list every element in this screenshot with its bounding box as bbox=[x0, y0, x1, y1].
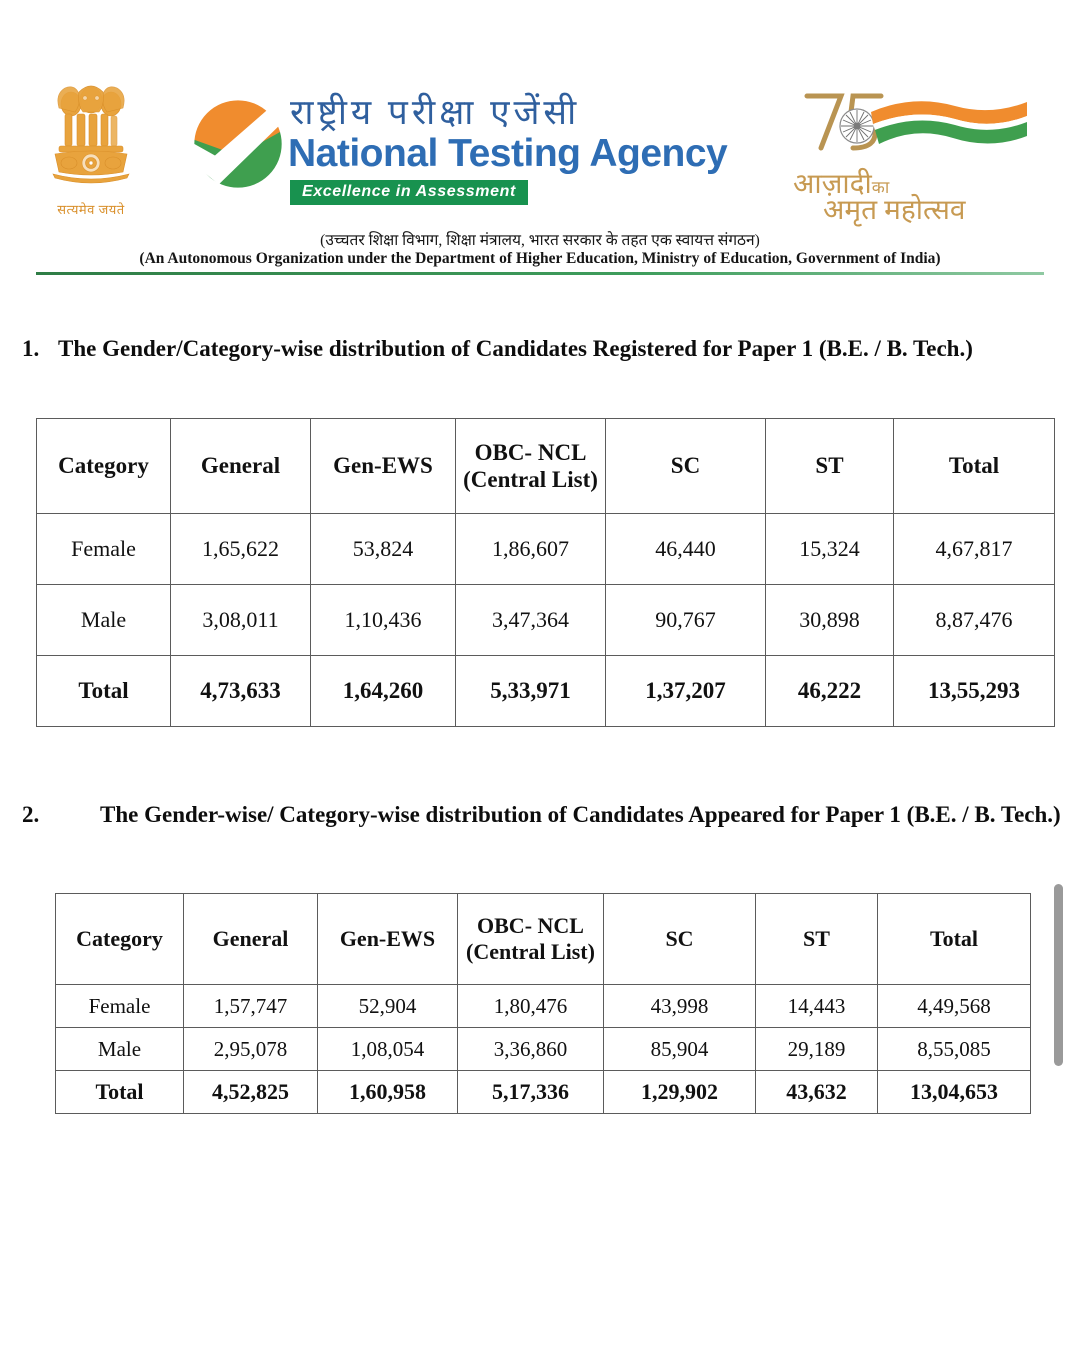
section-2-title: The Gender-wise/ Category-wise distribution of Candidates Appeared for Paper 1 (B.E. / B. Tech.) bbox=[100, 802, 1061, 827]
emblem-motto: सत्यमेव जयते bbox=[57, 202, 125, 217]
table-row bbox=[56, 1028, 1031, 1071]
azadi-75-flag-icon bbox=[795, 86, 1035, 166]
row-label: Male bbox=[37, 585, 171, 656]
cell-sc: 90,767 bbox=[606, 585, 766, 656]
azadi-word-ka: का bbox=[871, 178, 890, 197]
table-header-row bbox=[37, 419, 1055, 514]
column-header-category: Category bbox=[56, 894, 184, 985]
column-header-st: ST bbox=[756, 894, 878, 985]
cell-general: 1,65,622 bbox=[171, 514, 311, 585]
table-row bbox=[37, 585, 1055, 656]
row-label: Total bbox=[56, 1071, 184, 1114]
cell-gen-ews: 1,08,054 bbox=[318, 1028, 458, 1071]
nta-tagline-badge: Excellence in Assessment bbox=[290, 180, 528, 205]
column-header-total: Total bbox=[894, 419, 1055, 514]
cell-general: 1,57,747 bbox=[184, 985, 318, 1028]
column-header-general: General bbox=[171, 419, 311, 514]
column-header-obc-ncl: OBC- NCL (Central List) bbox=[458, 894, 604, 985]
cell-total: 4,67,817 bbox=[894, 514, 1055, 585]
appeared-candidates-table bbox=[55, 893, 1031, 1114]
column-header-gen-ews: Gen-EWS bbox=[311, 419, 456, 514]
cell-total: 8,87,476 bbox=[894, 585, 1055, 656]
cell-sc: 46,440 bbox=[606, 514, 766, 585]
cell-general: 3,08,011 bbox=[171, 585, 311, 656]
column-header-sc: SC bbox=[604, 894, 756, 985]
cell-sc: 43,998 bbox=[604, 985, 756, 1028]
column-header-category: Category bbox=[37, 419, 171, 514]
cell-sc: 1,37,207 bbox=[606, 656, 766, 727]
header-divider bbox=[36, 272, 1044, 275]
section-2-heading bbox=[22, 800, 1062, 830]
column-header-sc: SC bbox=[606, 419, 766, 514]
cell-obc-ncl: 1,86,607 bbox=[456, 514, 606, 585]
table-row bbox=[56, 985, 1031, 1028]
row-label: Female bbox=[37, 514, 171, 585]
document-header bbox=[0, 0, 1080, 280]
section-2-number: 2. bbox=[22, 802, 40, 827]
cell-gen-ews: 53,824 bbox=[311, 514, 456, 585]
cell-sc: 85,904 bbox=[604, 1028, 756, 1071]
cell-st: 43,632 bbox=[756, 1071, 878, 1114]
azadi-word-azadi: आज़ादी bbox=[793, 169, 872, 200]
nta-title-hindi: राष्ट्रीय परीक्षा एजेंसी bbox=[290, 93, 581, 132]
cell-gen-ews: 1,64,260 bbox=[311, 656, 456, 727]
cell-total: 4,49,568 bbox=[878, 985, 1031, 1028]
row-label: Female bbox=[56, 985, 184, 1028]
nta-checkmark-logo-icon bbox=[190, 96, 286, 192]
table-total-row bbox=[37, 656, 1055, 727]
national-emblem bbox=[36, 78, 146, 226]
cell-gen-ews: 52,904 bbox=[318, 985, 458, 1028]
cell-gen-ews: 1,60,958 bbox=[318, 1071, 458, 1114]
table-row bbox=[37, 514, 1055, 585]
column-header-obc-ncl: OBC- NCL (Central List) bbox=[456, 419, 606, 514]
cell-st: 14,443 bbox=[756, 985, 878, 1028]
cell-obc-ncl: 1,80,476 bbox=[458, 985, 604, 1028]
cell-obc-ncl: 3,36,860 bbox=[458, 1028, 604, 1071]
cell-general: 4,52,825 bbox=[184, 1071, 318, 1114]
cell-st: 29,189 bbox=[756, 1028, 878, 1071]
cell-general: 4,73,633 bbox=[171, 656, 311, 727]
nta-branding bbox=[190, 88, 780, 218]
page-scrollbar-track[interactable] bbox=[1052, 0, 1066, 1350]
cell-obc-ncl: 5,17,336 bbox=[458, 1071, 604, 1114]
subtitle-hindi: (उच्चतर शिक्षा विभाग, शिक्षा मंत्रालय, भारत सरकार के तहत एक स्वायत्त संगठन) bbox=[320, 232, 760, 249]
column-header-gen-ews: Gen-EWS bbox=[318, 894, 458, 985]
cell-total: 8,55,085 bbox=[878, 1028, 1031, 1071]
section-1-number: 1. bbox=[22, 336, 40, 361]
ashoka-emblem-icon bbox=[41, 78, 141, 198]
cell-total: 13,55,293 bbox=[894, 656, 1055, 727]
cell-general: 2,95,078 bbox=[184, 1028, 318, 1071]
cell-st: 15,324 bbox=[766, 514, 894, 585]
table-header-row bbox=[56, 894, 1031, 985]
table-total-row bbox=[56, 1071, 1031, 1114]
section-1-title: The Gender/Category-wise distribution of Candidates Registered for Paper 1 (B.E. / B. Tech.) bbox=[58, 336, 973, 361]
subtitle-english: (An Autonomous Organization under the Department of Higher Education, Ministry of Education, Government of India) bbox=[139, 250, 941, 267]
cell-sc: 1,29,902 bbox=[604, 1071, 756, 1114]
registered-candidates-table bbox=[36, 418, 1055, 727]
column-header-total: Total bbox=[878, 894, 1031, 985]
column-header-st: ST bbox=[766, 419, 894, 514]
row-label: Total bbox=[37, 656, 171, 727]
cell-gen-ews: 1,10,436 bbox=[311, 585, 456, 656]
nta-title-english: National Testing Agency bbox=[288, 132, 728, 175]
cell-obc-ncl: 5,33,971 bbox=[456, 656, 606, 727]
cell-total: 13,04,653 bbox=[878, 1071, 1031, 1114]
column-header-general: General bbox=[184, 894, 318, 985]
cell-st: 46,222 bbox=[766, 656, 894, 727]
azadi-ka-amrit-mahotsav-logo bbox=[785, 86, 1040, 226]
section-1-heading bbox=[22, 334, 1062, 364]
cell-obc-ncl: 3,47,364 bbox=[456, 585, 606, 656]
page-scrollbar-thumb[interactable] bbox=[1054, 884, 1063, 1066]
azadi-text-line-2: अमृत महोत्सव bbox=[823, 195, 966, 226]
row-label: Male bbox=[56, 1028, 184, 1071]
cell-st: 30,898 bbox=[766, 585, 894, 656]
